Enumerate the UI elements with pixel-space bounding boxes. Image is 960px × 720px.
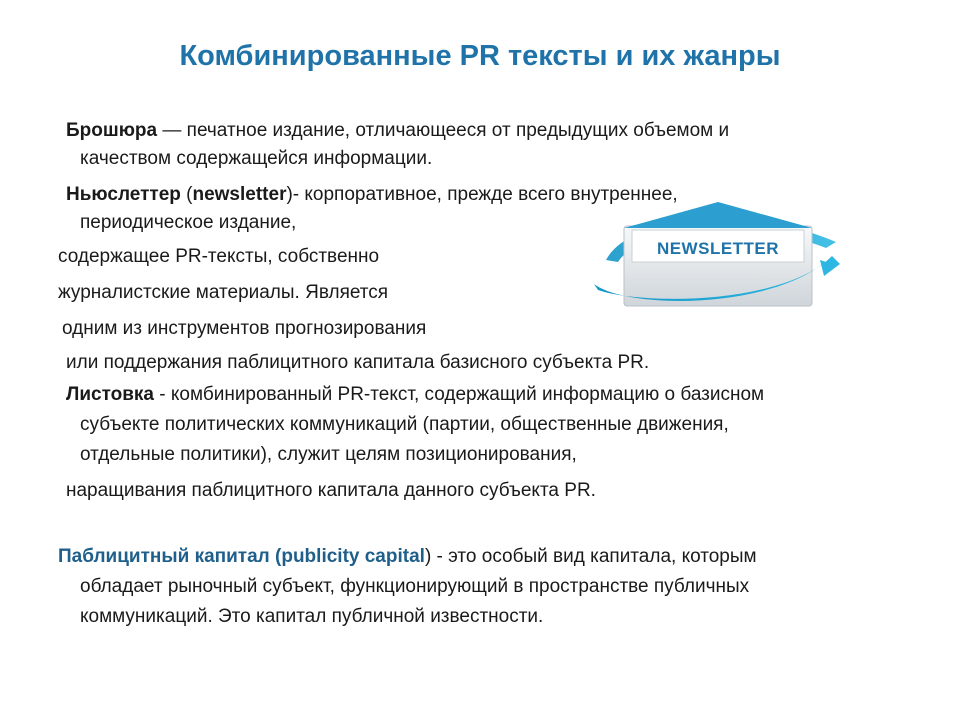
newsletter-term: Ньюслеттер [66,184,181,205]
newsletter-term-en: newsletter [192,184,287,205]
newsletter-paren: ( [180,184,193,205]
leaflet-line-4: наращивания паблицитного капитала данного субъекта PR. [66,480,596,501]
newsletter-text: )- корпоративное, прежде всего внутреннее, [286,184,678,205]
newsletter-line-6: или поддержания паблицитного капитала базисного субъекта PR. [66,352,650,373]
leaflet-text: - комбинированный PR-текст, содержащий информацию о базисном [154,384,765,405]
publicity-line-2: обладает рыночный субъект, функционирующий в пространстве публичных [80,576,750,597]
slide-title: Комбинированные PR тексты и их жанры [179,40,781,72]
brochure-line-2: качеством содержащейся информации. [80,148,433,169]
newsletter-line-1 [66,184,678,206]
leaflet-term: Листовка [66,384,154,405]
brochure-text: — печатное издание, отличающееся от предыдущих объемом и [157,120,730,141]
publicity-line-1 [58,546,757,568]
leaflet-line-3: отдельные политики), служит целям позиционирования, [80,444,577,465]
publicity-text: ) - это особый вид капитала, которым [424,546,757,567]
publicity-line-3: коммуникаций. Это капитал публичной известности. [80,606,544,627]
leaflet-line-2: субъекте политических коммуникаций (партии, общественные движения, [80,414,729,435]
publicity-term: Паблицитный капитал (publicity capital [58,546,425,567]
leaflet-line-1 [66,384,764,406]
newsletter-line-2: периодическое издание, [80,212,297,233]
newsletter-line-5: одним из инструментов прогнозирования [62,318,427,339]
newsletter-label: NEWSLETTER [656,239,780,258]
newsletter-envelope-graphic [588,198,840,310]
brochure-term: Брошюра [66,120,158,141]
newsletter-line-4: журналистские материалы. Является [58,282,389,303]
envelope-flap-icon [624,202,812,228]
brochure-line-1 [66,120,729,142]
newsletter-line-3: содержащее PR-тексты, собственно [58,246,380,267]
